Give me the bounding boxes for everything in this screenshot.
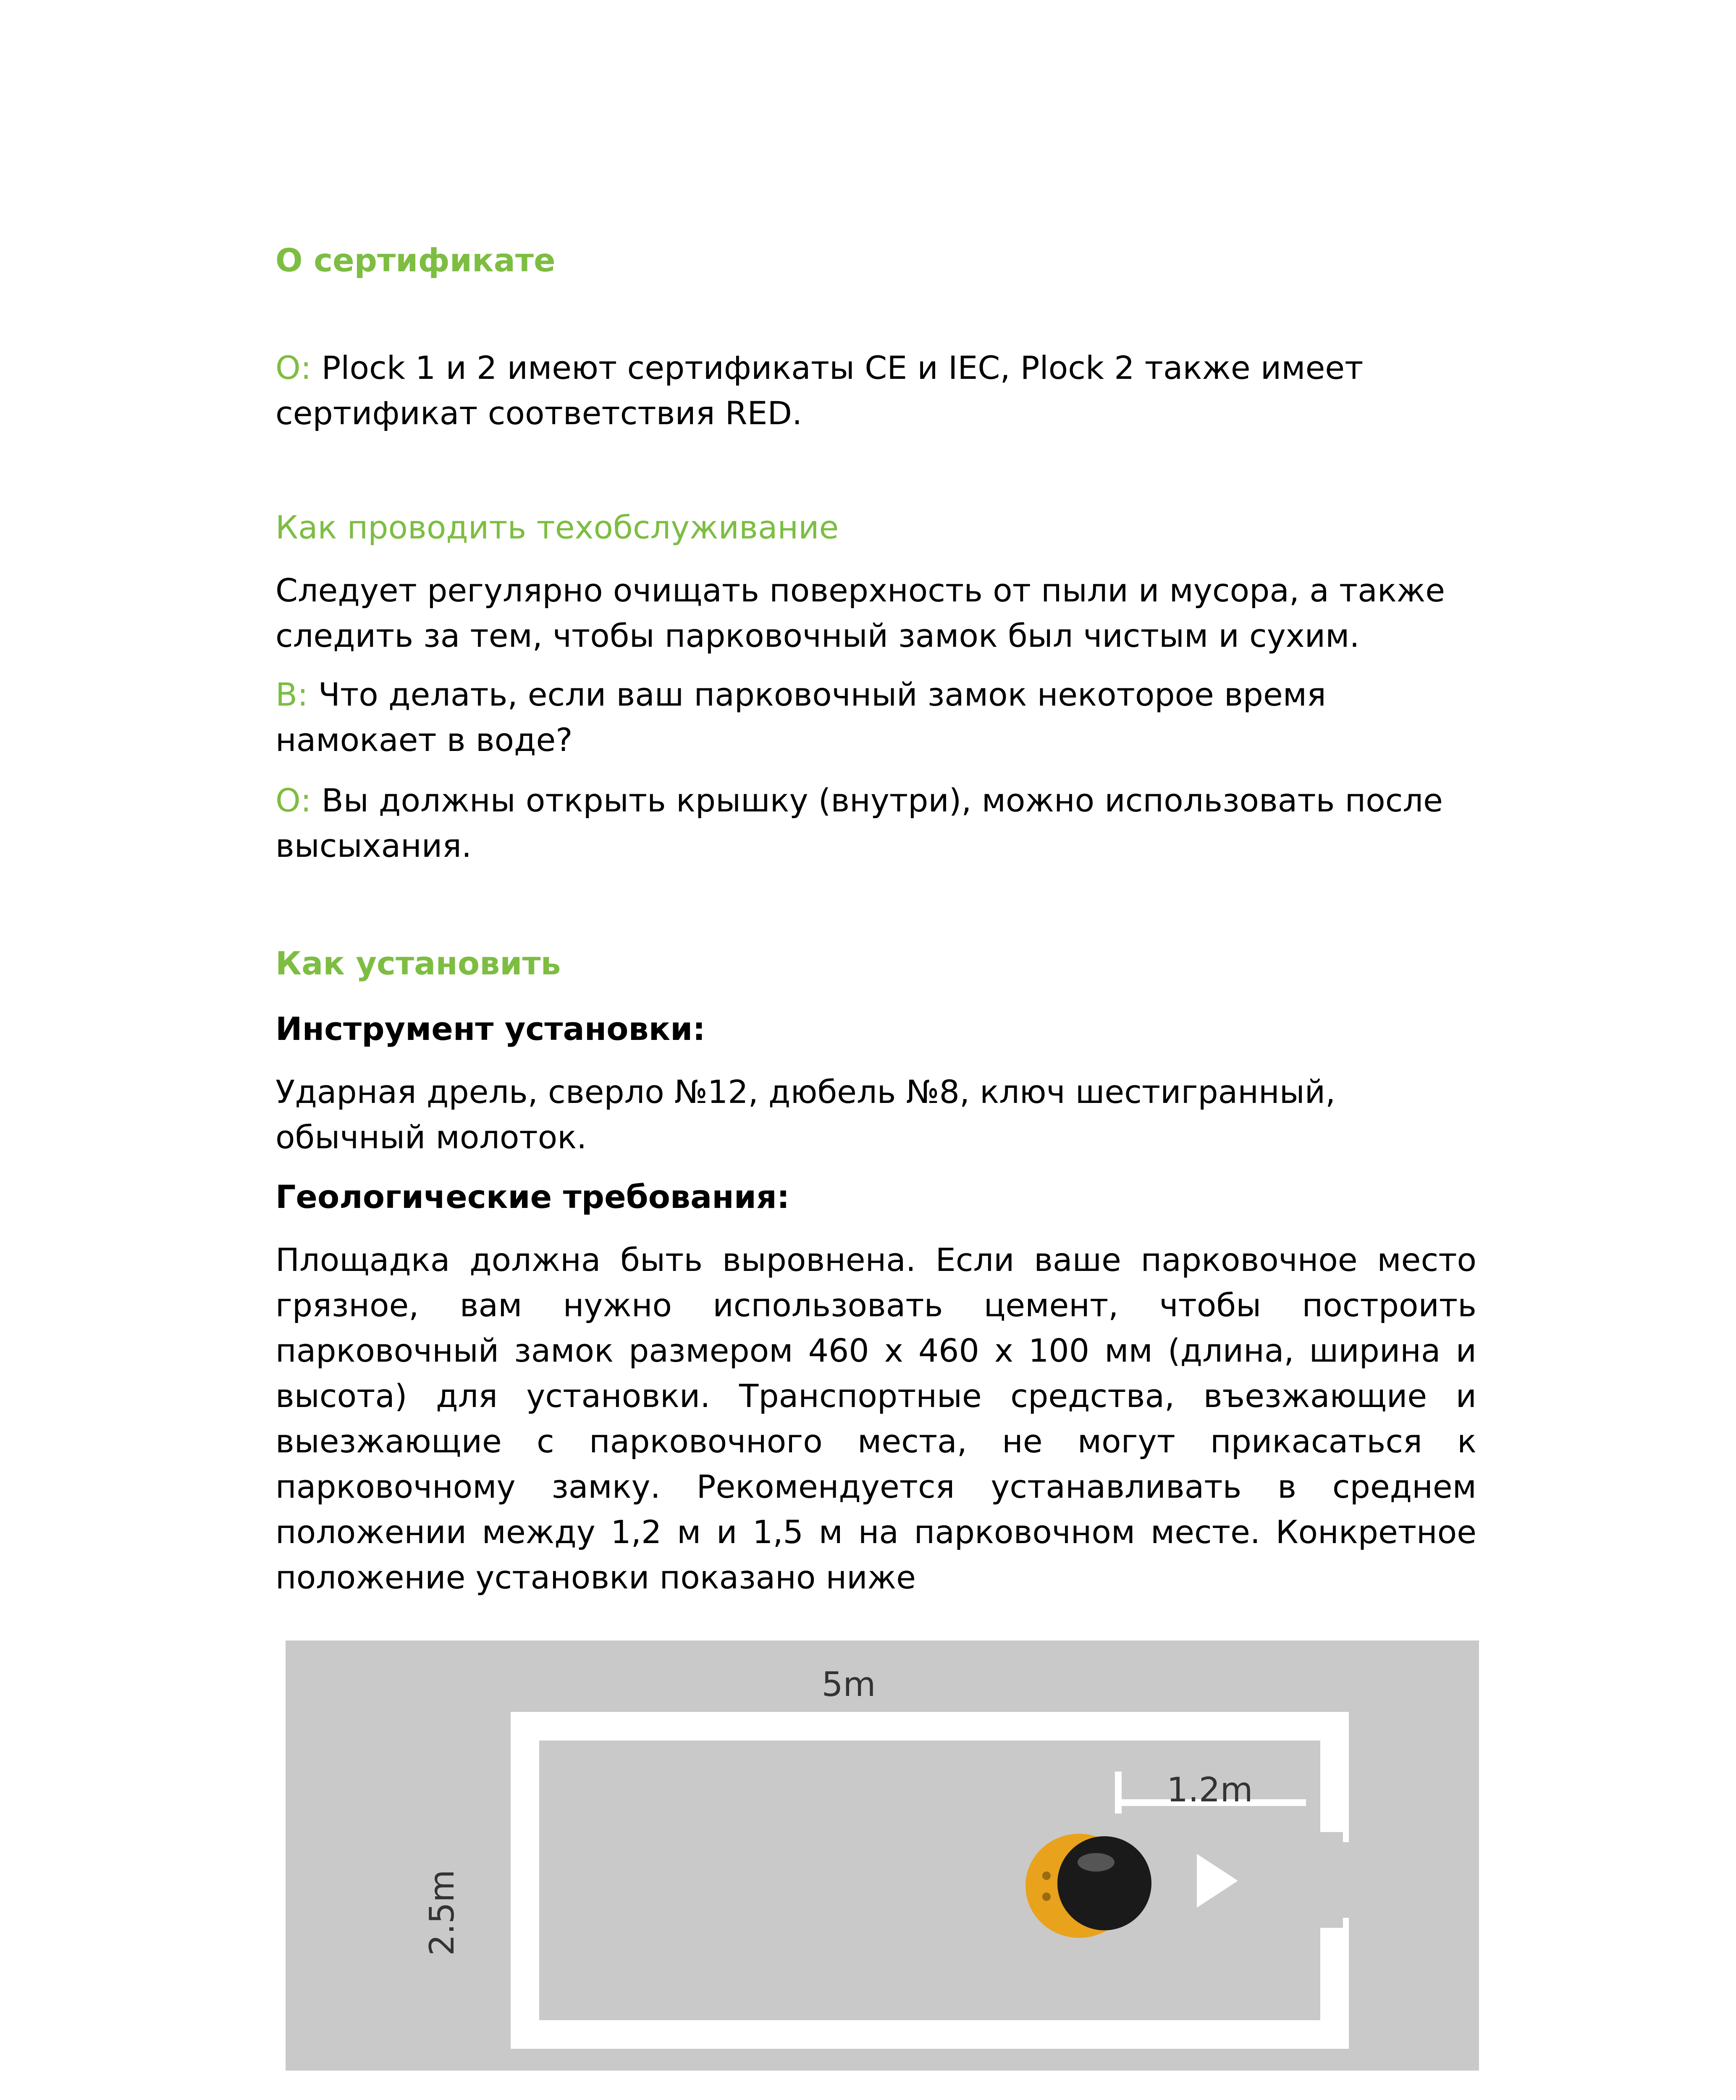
maintenance-heading: Как проводить техобслуживание bbox=[275, 509, 839, 546]
maintenance-question-text: Что делать, если ваш парковочный замок некоторое время намокает в воде? bbox=[275, 676, 1326, 759]
parking-diagram bbox=[286, 1641, 1479, 2071]
width-label: 2.5m bbox=[422, 1869, 462, 1956]
question-prefix: В: bbox=[275, 676, 308, 713]
tools-text: Ударная дрель, сверло №12, дюбель №8, ключ шестигранный, обычный молоток. bbox=[275, 1073, 1336, 1156]
geo-text: Площадка должна быть выровнена. Если ваше парковочное место грязное, вам нужно использовать цемент, чтобы построить парковочный замок размером 460 х 460 х 100 мм (длина, ширина и высота) для установки. Транспортные средства, въезжающие и выезжающие с парковочного места, не могут прикасаться к парковочному замку. Рекомендуется устанавливать в среднем положении между 1,2 м и 1,5 м на парковочном месте. Конкретное положение установки показано ниже bbox=[275, 1241, 1476, 1596]
cert-heading: О сертификате bbox=[275, 242, 556, 279]
exit-gap bbox=[1320, 1832, 1343, 1928]
lock-distance-label: 1.2m bbox=[1167, 1770, 1253, 1809]
geo-heading: Геологические требования: bbox=[275, 1178, 790, 1215]
install-heading: Как установить bbox=[275, 945, 561, 982]
length-label: 5m bbox=[821, 1665, 876, 1704]
answer-prefix: О: bbox=[275, 349, 312, 386]
maintenance-text: Следует регулярно очищать поверхность от пыли и мусора, а также следить за тем, чтобы парковочный замок был чистым и сухим. bbox=[275, 572, 1445, 654]
cert-answer-text: Plock 1 и 2 имеют сертификаты CE и IEC, Plock 2 также имеет сертификат соответствия RED. bbox=[275, 349, 1364, 432]
diagram-background bbox=[286, 1641, 1479, 2071]
maintenance-answer-text: Вы должны открыть крышку (внутри), можно использовать после высыхания. bbox=[275, 782, 1443, 864]
answer-prefix: О: bbox=[275, 782, 312, 819]
maintenance-answer bbox=[275, 778, 1476, 869]
maintenance-question bbox=[275, 672, 1476, 763]
tools-heading: Инструмент установки: bbox=[275, 1010, 705, 1047]
cert-answer bbox=[275, 345, 1476, 436]
